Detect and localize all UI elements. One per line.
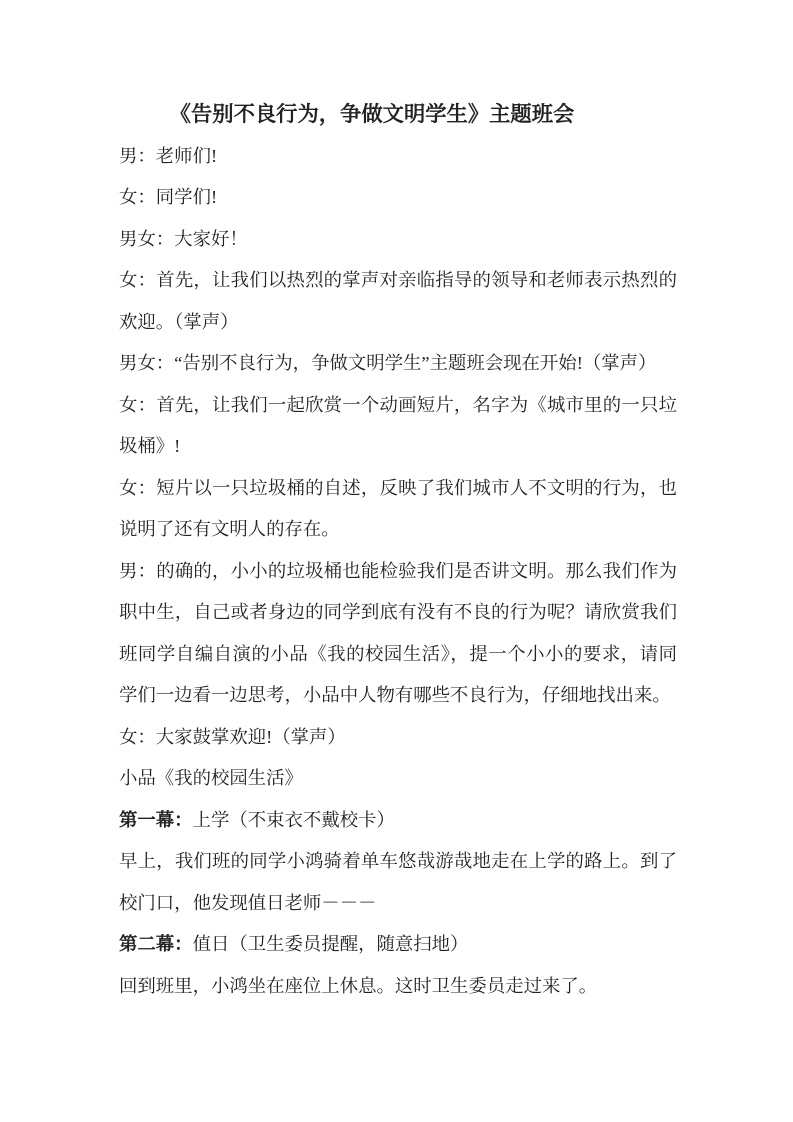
paragraph xyxy=(119,468,677,551)
paragraph xyxy=(119,219,677,261)
paragraph xyxy=(119,343,677,385)
text-line: 男：的确的，小小的垃圾桶也能检验我们是否讲文明。那么我们作为 xyxy=(119,560,677,581)
text-line: 第二幕：值日（卫生委员提醒，随意扫地） xyxy=(119,934,469,954)
paragraph xyxy=(119,717,677,759)
text-line: 男女：大家好！ xyxy=(119,228,248,249)
text-line: 女：大家鼓掌欢迎!（掌声） xyxy=(119,726,346,747)
text-column xyxy=(119,94,677,1007)
text-line: 男：老师们! xyxy=(119,145,218,166)
paragraph xyxy=(119,841,677,924)
text-line: 校门口，他发现值日老师－－－ xyxy=(119,892,377,913)
text-line: 说明了还有文明人的存在。 xyxy=(119,519,340,539)
paragraph xyxy=(119,260,677,343)
scene-label: 第二幕： xyxy=(119,934,193,954)
text-line: 男女：“告别不良行为，争做文明学生”主题班会现在开始!（掌声） xyxy=(119,353,657,373)
text-line: 女：短片以一只垃圾桶的自述，反映了我们城市人不文明的行为，也 xyxy=(119,477,677,498)
text-line: 学们一边看一边思考，小品中人物有哪些不良行为，仔细地找出来。 xyxy=(119,685,671,705)
paragraph xyxy=(119,924,677,966)
paragraph xyxy=(119,136,677,178)
paragraph xyxy=(119,758,677,800)
scene-label: 第一幕： xyxy=(119,809,193,830)
text-line: 班同学自编自演的小品《我的校园生活》，提一个小小的要求，请同 xyxy=(119,643,677,664)
paragraph xyxy=(119,385,677,468)
paragraph xyxy=(119,966,677,1008)
text-line: 职中生，自己或者身边的同学到底有没有不良的行为呢？请欣赏我们 xyxy=(119,602,677,622)
paragraph xyxy=(119,551,677,717)
text-line: 欢迎。（掌声） xyxy=(119,311,239,332)
paragraph xyxy=(119,177,677,219)
text-line: 第一幕：上学（不束衣不戴校卡） xyxy=(119,809,395,830)
text-line: 女：同学们! xyxy=(119,187,218,207)
text-line: 小品《我的校园生活》 xyxy=(119,768,303,788)
text-line: 女：首先，让我们一起欣赏一个动画短片，名字为《城市里的一只垃 xyxy=(119,394,677,415)
document-title: 《告别不良行为，争做文明学生》主题班会 xyxy=(169,102,575,126)
text-line: 回到班里，小鸿坐在座位上休息。这时卫生委员走过来了。 xyxy=(119,975,598,996)
text-line: 女：首先，让我们以热烈的掌声对亲临指导的领导和老师表示热烈的 xyxy=(119,270,677,290)
text-line: 圾桶》! xyxy=(119,436,181,456)
text-line: 早上，我们班的同学小鸿骑着单车悠哉游哉地走在上学的路上。到了 xyxy=(119,851,677,871)
paragraph xyxy=(119,800,677,842)
document-body xyxy=(119,136,677,1008)
